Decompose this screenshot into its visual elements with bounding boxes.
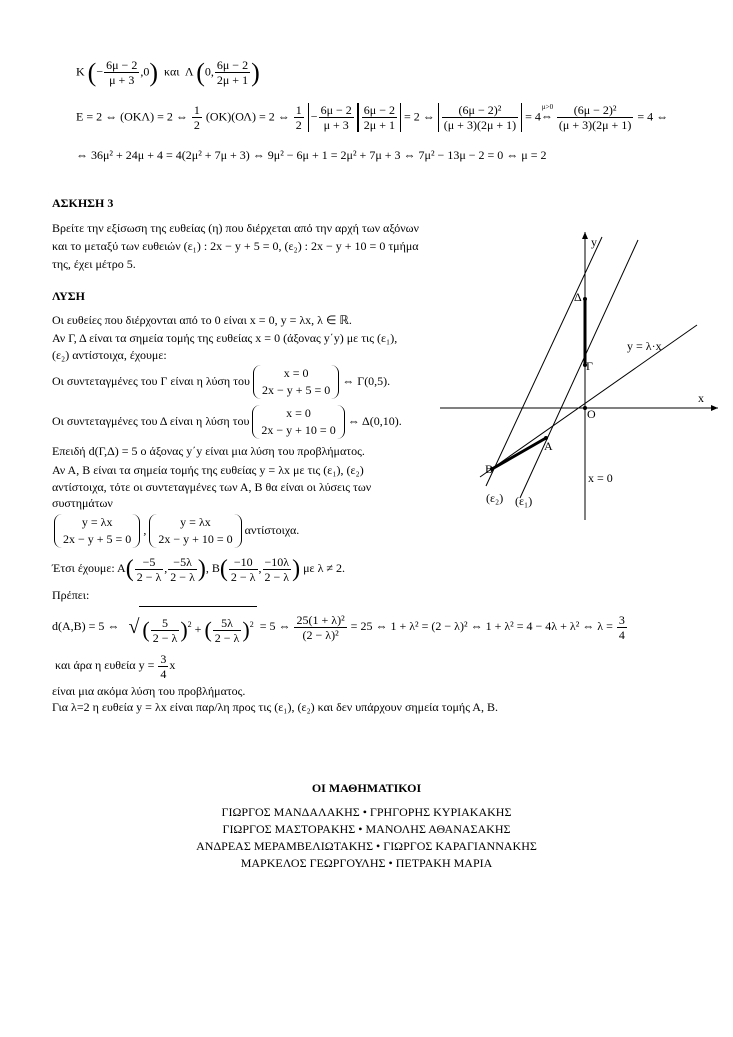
label-x-equals-0: x = 0 (588, 471, 613, 485)
y-axis-arrow (582, 232, 588, 239)
solution-line-3: (ε₂) αντίστοιχα, έχουμε: (52, 348, 167, 362)
x-axis-label: x (698, 391, 704, 405)
label-e1: (ε₁) (515, 494, 533, 508)
label-line-lambda: y = λ·x (627, 339, 662, 353)
point-L-label: Λ (184, 64, 194, 79)
solution-line-4: Οι συντεταγμένες του Γ είναι η λύση του x = 0 2x − y + 5 = 0 ⇔ Γ(0,5). (52, 366, 391, 398)
label-e2: (ε₂) (486, 491, 504, 505)
solution-distance-eq: d(A,B) = 5 ⇔ √ ( $\frac{5}{2 - \lambda}$ )$^2$ + ( $\frac{5\lambda}{2 - \lambda}$ )$^2$ = 5 ⇔ $\frac{\text{25(1 + λ)²}}{\text{(2 − λ)²}}$ = 25 ⇔ 1 + λ² = (2 − λ)² ⇔ 1 + λ² = 4 − 4λ + λ² ⇔ λ = $\frac{3}{4}$ (52, 606, 628, 648)
K-fraction: $\frac{6\mu - 2}{\mu + 3}$ (106, 58, 138, 87)
top-eq-line2: E = 2 ⇔ (ΟΚΛ) = 2 ⇔ $\frac{1}{2}$ (ΟΚ)(ΟΛ) = 2 ⇔ $\frac{1}{2}$ − $\frac{6\mu - 2}{\mu + 3}$ $\frac{6\mu - 2}{2\mu + 1}$ = 2 ⇔ $\frac{\text{(6μ − 2)²}}{(\mu + 3)(2\mu + 1)}$ = 4 μ>0 ⇔ $\frac{\text{(6μ − 2)²}}{(\mu + 3)(2\mu + 1)}$ = 4 ⇔ (76, 103, 669, 132)
solution-prepei: Πρέπει: (52, 588, 90, 602)
solution-line-2: Αν Γ, Δ είναι τα σημεία τομής της ευθείας x = 0 (άξονας y΄y) με τις (ε₁), (52, 331, 398, 345)
point-origin (583, 406, 587, 410)
segment-A-B (492, 438, 546, 469)
exercise-text-2: και το μεταξύ των ευθειών (ε₁) : 2x − y + 5 = 0, (ε₂) : 2x − y + 10 = 0 τμήμα (52, 239, 419, 253)
system-gamma: x = 0 2x − y + 5 = 0 (253, 365, 339, 399)
top-eq-line1: K (− $\frac{6\mu - 2}{\mu + 3}$ ,0) και Λ (0, $\frac{6\mu - 2}{2\mu + 1}$ ) (76, 58, 260, 87)
solution-line-10: y = λx 2x − y + 5 = 0 , y = λx 2x − y + 10 = 0 αντίστοιχα. (54, 512, 299, 548)
system-B: y = λx 2x − y + 10 = 0 (149, 514, 241, 548)
label-gamma: Γ (586, 359, 593, 373)
exercise-heading: ΑΣΚΗΣΗ 3 (52, 196, 114, 210)
footer-title: ΟΙ ΜΑΘΗΜΑΤΙΚΟΙ (311, 781, 422, 795)
origin-label: O (587, 407, 596, 421)
solution-line-15: Για λ=2 η ευθεία y = λx είναι παρ/λη προς τις (ε₁), (ε₂) και δεν υπάρχουν σημεία τομής Α, Β. (52, 700, 498, 714)
y-axis-label: y (591, 235, 597, 249)
solution-line-14: είναι μια ακόμα λύση του προβλήματος. (52, 684, 246, 698)
L-fraction: $\frac{6\mu - 2}{2\mu + 1}$ (216, 58, 249, 87)
line-e1 (520, 240, 638, 498)
footer-names-2: ΓΙΩΡΓΟΣ ΜΑΣΤΟΡΑΚΗΣ • ΜΑΝΟΛΗΣ ΑΘΑΝΑΣΑΚΗΣ (222, 822, 511, 836)
footer-names-3: ΑΝΔΡΕΑΣ ΜΕΡΑΜΒΕΛΙΩΤΑΚΗΣ • ΓΙΩΡΓΟΣ ΚΑΡΑΓΙΑΝΝΑΚΗΣ (196, 839, 537, 853)
solution-heading: ΛΥΣΗ (52, 289, 85, 303)
solution-line-9: συστημάτων (52, 496, 113, 510)
label-A: A (544, 439, 553, 453)
solution-line-1: Οι ευθείες που διέρχονται από το 0 είναι x = 0, y = λx, λ ∈ ℝ. (52, 313, 352, 327)
solution-line-8: αντίστοιχα, τότε οι συντεταγμένες των Α, Β θα είναι οι λύσεις των (52, 480, 372, 494)
x-axis-arrow (711, 405, 718, 411)
solution-line-5: Οι συντεταγμένες του Δ είναι η λύση του x = 0 2x − y + 10 = 0 ⇔ Δ(0,10). (52, 406, 402, 438)
solution-line-7: Αν Α, Β είναι τα σημεία τομής της ευθείας y = λx με τις (ε₁), (ε₂) (52, 463, 364, 477)
footer-names-1: ΓΙΩΡΓΟΣ ΜΑΝΔΑΛΑΚΗΣ • ΓΡΗΓΟΡΗΣ ΚΥΡΙΑΚΑΚΗΣ (221, 805, 512, 819)
solution-line-6: Επειδή d(Γ,Δ) = 5 ο άξονας y΄y είναι μια λύση του προβλήματος. (52, 444, 365, 458)
footer-names-4: ΜΑΡΚΕΛΟΣ ΓΕΩΡΓΟΥΛΗΣ • ΠΕΤΡΑΚΗ ΜΑΡΙΑ (240, 856, 493, 870)
solution-line-11: Έτσι έχουμε: Α( $\frac{-5}{2 - \lambda}$ , $\frac{-5\lambda}{2 - \lambda}$ ), Β( $\frac{-10}{2 - \lambda}$ , $\frac{-10\lambda}{2 - \lambda}$ ) με λ ≠ 2. (52, 554, 345, 584)
top-eq-line3: ⇔ 36μ² + 24μ + 4 = 4(2μ² + 7μ + 3) ⇔ 9μ² − 6μ + 1 = 2μ² + 7μ + 3 ⇔ 7μ² − 13μ − 2 = 0 ⇔ μ = 2 (76, 148, 547, 162)
label-delta: Δ (574, 290, 582, 304)
exercise-text-3: της, έχει μέτρο 5. (52, 257, 136, 271)
system-delta: x = 0 2x − y + 10 = 0 (252, 405, 344, 439)
system-A: y = λx 2x − y + 5 = 0 (54, 514, 140, 548)
solution-line-13: και άρα η ευθεία y = $\frac{3}{4}$ x (55, 651, 176, 681)
half-fraction: $\frac{1}{2}$ (193, 103, 200, 132)
point-K-label: K (76, 64, 85, 79)
label-B: B (485, 462, 494, 476)
point-delta (583, 297, 587, 301)
geometry-figure (440, 228, 730, 533)
exercise-text-1: Βρείτε την εξίσωση της ευθείας (η) που διέρχεται από την αρχή των αξόνων (52, 221, 419, 235)
